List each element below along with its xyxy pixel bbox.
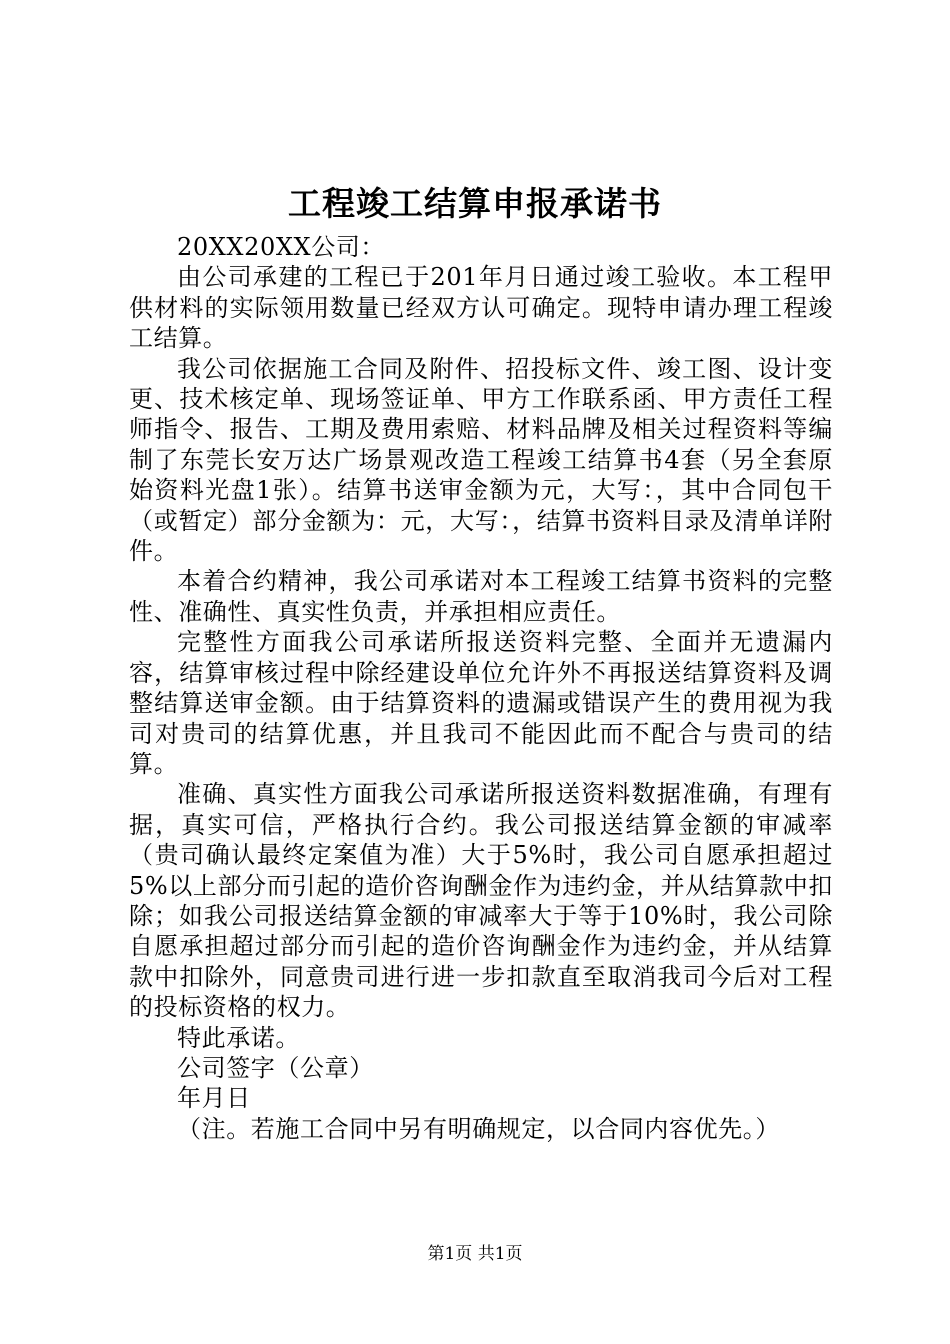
paragraph-settlement-basis: 我公司依据施工合同及附件、招投标文件、竣工图、设计变更、技术核定单、现场签证单、甲方工作联系函、甲方责任工程师指令、报告、工期及费用索赔、材料品牌及相关过程资料等编制了东莞长安万达广场景观改造工程竣工结算书4套（另全套原始资料光盘1张）。结算书送审金额为元，大写：，其中合同包干（或暂定）部分金额为：元，大写：，结算书资料目录及清单详附件。: [129, 354, 833, 566]
closing-line: 特此承诺。: [177, 1023, 300, 1052]
paragraph-accuracy: 准确、真实性方面我公司承诺所报送资料数据准确，有理有据，真实可信，严格执行合约。我公司报送结算金额的审减率（贵司确认最终定案值为准）大于5%时，我公司自愿承担超过5%以上部分而引起的造价咨询酬金作为违约金，并从结算款中扣除；如我公司报送结算金额的审减率大于等于10%时，我公司除自愿承担超过部分而引起的造价咨询酬金作为违约金，并从结算款中扣除外，同意贵司进行进一步扣款直至取消我司今后对工程的投标资格的权力。: [129, 780, 833, 1022]
document-body: [129, 232, 833, 1144]
paragraph-completion: 由公司承建的工程已于201年月日通过竣工验收。本工程甲供材料的实际领用数量已经双方认可确定。现特申请办理工程竣工结算。: [129, 263, 833, 353]
signature-line: 公司签字（公章）: [177, 1053, 374, 1082]
paragraph-commitment: 本着合约精神，我公司承诺对本工程竣工结算书资料的完整性、准确性、真实性负责，并承担相应责任。: [129, 567, 833, 626]
note-line: （注。若施工合同中另有明确规定，以合同内容优先。）: [177, 1114, 780, 1143]
addressee-line: 20XX20XX公司：: [177, 233, 386, 261]
date-line: 年月日: [177, 1084, 251, 1113]
paragraph-completeness: 完整性方面我公司承诺所报送资料完整、全面并无遗漏内容，结算审核过程中除经建设单位允许外不再报送结算资料及调整结算送审金额。由于结算资料的遗漏或错误产生的费用视为我司对贵司的结算优惠，并且我司不能因此而不配合与贵司的结算。: [129, 628, 833, 778]
page-number-footer: 第1页 共1页: [427, 1244, 523, 1264]
document-title: 工程竣工结算申报承诺书: [288, 184, 662, 223]
